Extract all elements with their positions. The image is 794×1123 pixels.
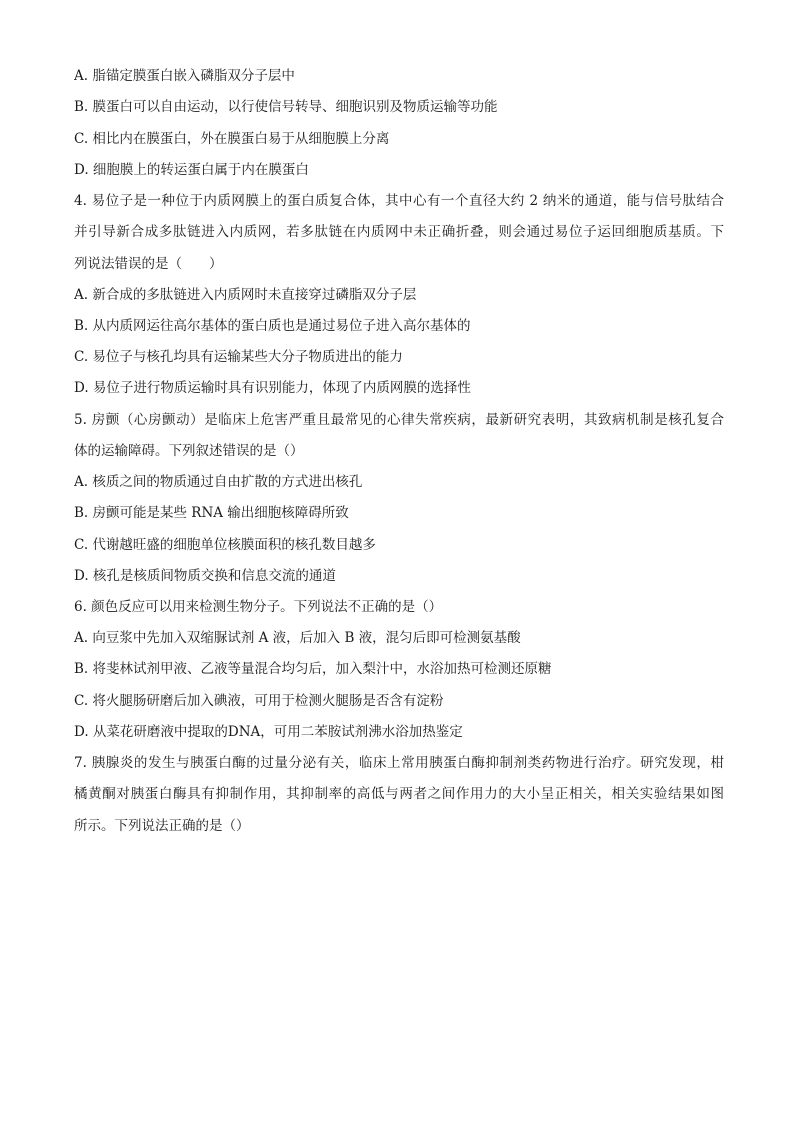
q7-stem-line-3: 所示。下列说法正确的是（） (74, 818, 250, 834)
q5-option-c: C. 代谢越旺盛的细胞单位核膜面积的核孔数目越多 (74, 537, 376, 553)
q5-option-a: A. 核质之间的物质通过自由扩散的方式进出核孔 (74, 474, 363, 490)
q6-option-b: B. 将斐林试剂甲液、乙液等量混合均匀后，加入梨汁中，水浴加热可检测还原糖 (74, 661, 552, 677)
q4-option-c: C. 易位子与核孔均具有运输某些大分子物质进出的能力 (74, 349, 403, 365)
q6-option-a: A. 向豆浆中先加入双缩脲试剂 A 液，后加入 B 液，混匀后即可检测氨基酸 (74, 630, 521, 646)
q6-option-d: D. 从菜花研磨液中提取的DNA，可用二苯胺试剂沸水浴加热鉴定 (74, 724, 463, 740)
q4-option-b: B. 从内质网运往高尔基体的蛋白质也是通过易位子进入高尔基体的 (74, 318, 471, 334)
q5-stem-line-2: 体的运输障碍。下列叙述错误的是（） (74, 443, 304, 459)
q5-option-b: B. 房颤可能是某些 RNA 输出细胞核障碍所致 (74, 505, 349, 521)
q3-option-d: D. 细胞膜上的转运蛋白属于内在膜蛋白 (74, 162, 309, 178)
q3-option-b: B. 膜蛋白可以自由运动，以行使信号转导、细胞识别及物质运输等功能 (74, 99, 498, 115)
q7-stem-line-2: 橘黄酮对胰蛋白酶具有抑制作用，其抑制率的高低与两者之间作用力的大小呈正相关，相关实验结果如图 (74, 786, 724, 802)
q6-stem-line-1: 6. 颜色反应可以用来检测生物分子。下列说法不正确的是（） (74, 599, 443, 615)
q4-stem-line-1: 4. 易位子是一种位于内质网膜上的蛋白质复合体，其中心有一个直径大约 2 纳米的通道，能与信号肽结合 (74, 193, 724, 209)
q3-option-c: C. 相比内在膜蛋白，外在膜蛋白易于从细胞膜上分离 (74, 131, 390, 147)
q4-option-d: D. 易位子进行物质运输时具有识别能力，体现了内质网膜的选择性 (74, 380, 471, 396)
q7-stem-line-1: 7. 胰腺炎的发生与胰蛋白酶的过量分泌有关，临床上常用胰蛋白酶抑制剂类药物进行治疗。研究发现，柑 (74, 755, 724, 771)
q5-stem-line-1: 5. 房颤（心房颤动）是临床上危害严重且最常见的心律失常疾病，最新研究表明，其致病机制是核孔复合 (74, 412, 724, 428)
q4-stem-line-3: 列说法错误的是（ ） (74, 256, 223, 272)
q4-stem-line-2: 并引导新合成多肽链进入内质网，若多肽链在内质网中未正确折叠，则会通过易位子运回细胞质基质。下 (74, 224, 724, 240)
q3-option-a: A. 脂锚定膜蛋白嵌入磷脂双分子层中 (74, 68, 295, 84)
q6-option-c: C. 将火腿肠研磨后加入碘液，可用于检测火腿肠是否含有淀粉 (74, 693, 444, 709)
q4-option-a: A. 新合成的多肽链进入内质网时未直接穿过磷脂双分子层 (74, 287, 417, 303)
q5-option-d: D. 核孔是核质间物质交换和信息交流的通道 (74, 568, 336, 584)
